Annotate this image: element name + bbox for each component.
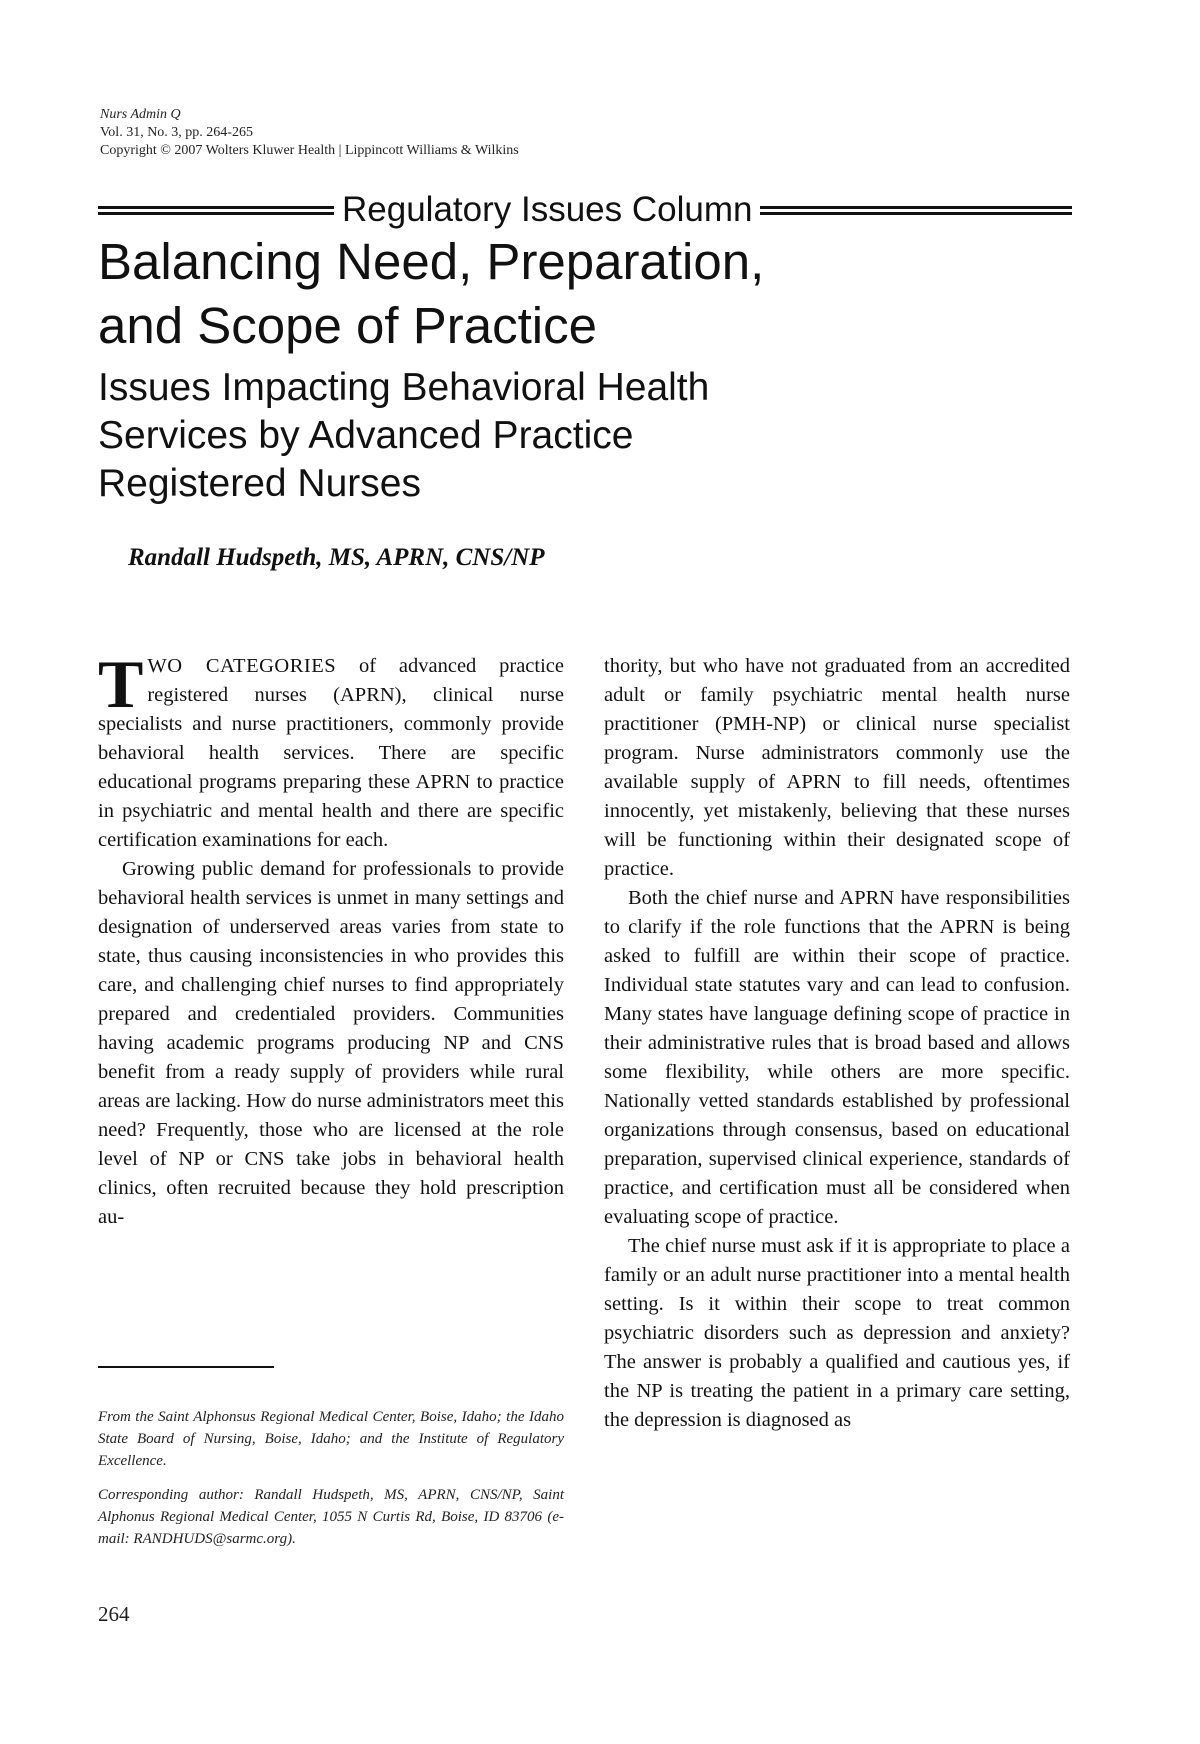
column-name: Regulatory Issues Column bbox=[342, 190, 753, 229]
column-header-rule-right bbox=[760, 206, 1072, 215]
article-subtitle bbox=[98, 364, 998, 508]
paragraph-4: The chief nurse must ask if it is appropriate to place a family or an adult nurse practitioner into a mental health setting. Is it within their scope to treat common psychiatric disorders such as depression and anxiety? The answer is probably a qualified and cautious yes, if the NP is treating the patient in a primary care setting, the depression is diagnosed as bbox=[604, 1235, 1070, 1431]
journal-volume: Vol. 31, No. 3, pp. 264-265 bbox=[100, 125, 253, 140]
article-title bbox=[98, 230, 1098, 358]
journal-copyright: Copyright © 2007 Wolters Kluwer Health | Lippincott Williams & Wilkins bbox=[100, 143, 519, 158]
article-subtitle-line-1: Issues Impacting Behavioral Health bbox=[98, 366, 710, 409]
journal-name: Nurs Admin Q bbox=[100, 107, 181, 122]
paragraph-3: Both the chief nurse and APRN have responsibilities to clarify if the role functions that the APRN is being asked to fulfill are within their scope of practice. Individual state statutes vary and can lead to confusion. Many states have language defining scope of practice in their administrative rules that is broad based and allows some flexibility, while others are more specific. Nationally vetted standards established by professional organizations through consensus, based on educational preparation, supervised clinical experience, standards of practice, and certification must all be considered when evaluating scope of practice. bbox=[604, 887, 1070, 1228]
column-header bbox=[98, 186, 1072, 234]
lead-in-caps: WO CATEGORIES bbox=[147, 655, 337, 677]
paragraph-1 bbox=[98, 646, 564, 855]
footnote-affiliation: From the Saint Alphonsus Regional Medical Center, Boise, Idaho; the Idaho State Board of Nursing, Boise, Idaho; and the Institute of Regulatory Excellence. bbox=[98, 1409, 564, 1469]
journal-citation bbox=[100, 106, 519, 160]
body-column-right bbox=[604, 652, 1070, 1435]
body-column-left bbox=[98, 646, 564, 1232]
paragraph-2-continued: thority, but who have not graduated from an accredited adult or family psychiatric mental health nurse practitioner (PMH-NP) or clinical nurse specialist program. Nurse administrators commonly use the available supply of APRN to fill needs, oftentimes innocently, yet mistakenly, believing that these nurses will be functioning within their designated scope of practice. bbox=[604, 655, 1070, 880]
article-title-line-1: Balancing Need, Preparation, bbox=[98, 233, 765, 290]
paragraph-2: Growing public demand for professionals to provide behavioral health services is unmet in many settings and designation of underserved areas varies from state to state, thus causing inconsistencies in who provides this care, and challenging chief nurses to find appropriately prepared and credentialed providers. Communities having academic programs producing NP and CNS benefit from a ready supply of providers while rural areas are lacking. How do nurse administrators meet this need? Frequently, those who are licensed at the role level of NP or CNS take jobs in behavioral health clinics, often recruited because they hold prescription au- bbox=[98, 858, 564, 1228]
page-number: 264 bbox=[98, 1602, 130, 1626]
footnote-correspondence: Corresponding author: Randall Hudspeth, MS, APRN, CNS/NP, Saint Alphonus Regional Medical Center, 1055 N Curtis Rd, Boise, ID 83706 (e-mail: RANDHUDS@sarmc.org). bbox=[98, 1487, 564, 1547]
column-header-rule-left bbox=[98, 206, 334, 215]
drop-cap: T bbox=[98, 646, 144, 722]
article-subtitle-line-2: Services by Advanced Practice bbox=[98, 414, 634, 457]
author-byline: Randall Hudspeth, MS, APRN, CNS/NP bbox=[128, 544, 545, 571]
footnote-divider bbox=[98, 1366, 274, 1368]
paragraph-1-text: of advanced practice registered nurses (APRN), clinical nurse specialists and nurse practitioners, commonly provide behavioral health services. There are specific educational programs preparing these APRN to practice in psychiatric and mental health and there are specific certification examinations for each. bbox=[98, 655, 564, 851]
article-title-line-2: and Scope of Practice bbox=[98, 297, 597, 354]
article-subtitle-line-3: Registered Nurses bbox=[98, 462, 421, 505]
footnotes bbox=[98, 1406, 564, 1562]
